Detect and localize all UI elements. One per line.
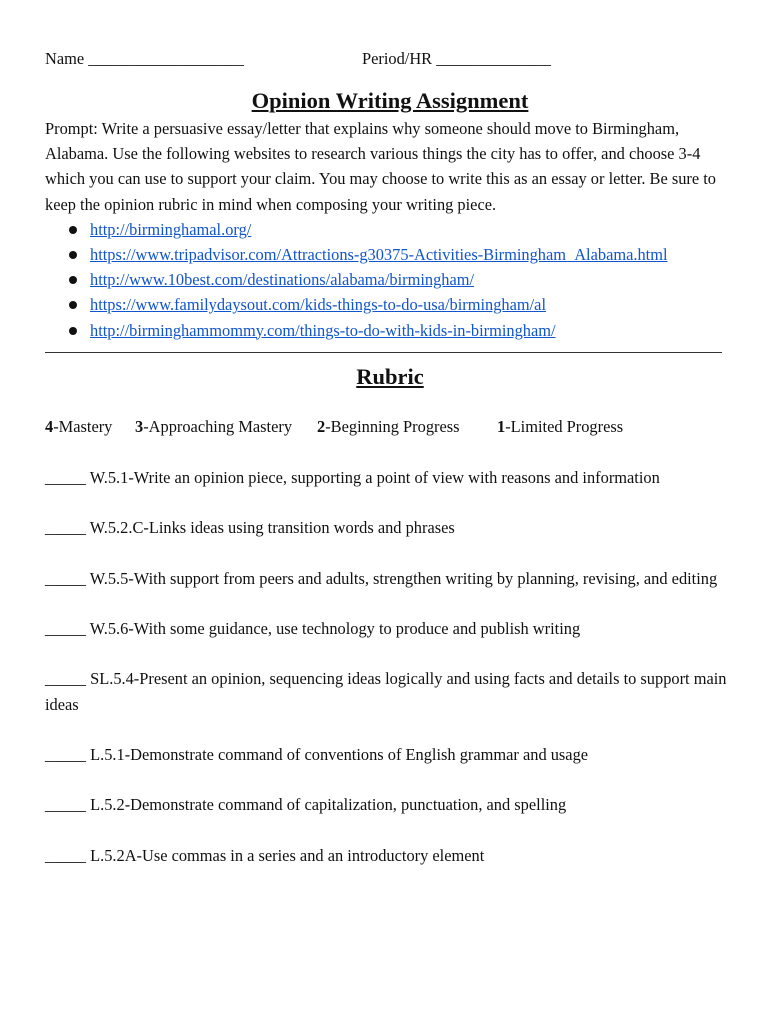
criterion-text: W.5.1-Write an opinion piece, supporting a point of view with reasons and information — [89, 467, 660, 487]
period-field: Period/HR ______________ — [362, 49, 551, 68]
criterion-text: W.5.5-With support from peers and adults, strengthen writing by planning, revising, and editing — [89, 568, 718, 588]
bullet-icon — [69, 251, 77, 259]
score-blank: _____ — [45, 619, 86, 638]
criterion-text: L.5.1-Demonstrate command of conventions of English grammar and usage — [90, 744, 589, 764]
rubric-criterion — [45, 465, 735, 490]
criterion-text: W.5.2.C-Links ideas using transition words and phrases — [89, 518, 455, 538]
level-approaching-mastery: 3-Approaching Mastery — [135, 416, 293, 436]
website-link[interactable]: http://www.10best.com/destinations/alabama/birmingham/ — [90, 270, 475, 290]
bullet-icon — [69, 327, 77, 335]
bullet-icon — [69, 301, 77, 309]
document-page — [45, 44, 735, 893]
rubric-title: Rubric — [356, 363, 424, 389]
criterion-text: L.5.2-Demonstrate command of capitalization, punctuation, and spelling — [90, 795, 567, 815]
level-mastery: 4-Mastery — [45, 416, 113, 436]
rubric-criterion — [45, 515, 735, 540]
level-limited-progress: 1-Limited Progress — [497, 416, 624, 436]
website-link[interactable]: https://www.tripadvisor.com/Attractions-g30375-Activities-Birmingham_Alabama.html — [90, 245, 668, 265]
list-item — [69, 292, 735, 317]
prompt-paragraph: Prompt: Write a persuasive essay/letter that explains why someone should move to Birmingham, Alabama. Use the following websites to research various things the city has to offer, and choose 3-4 which you can use to support your claim. You may choose to write this as an essay or letter. Be sure to keep the opinion rubric in mind when composing your writing piece. — [45, 119, 716, 214]
rubric-criterion — [45, 792, 735, 817]
level-beginning-progress: 2-Beginning Progress — [317, 416, 460, 436]
rubric-criterion — [45, 843, 735, 868]
bullet-icon — [69, 226, 77, 234]
website-link[interactable]: https://www.familydaysout.com/kids-things-to-do-usa/birmingham/al — [90, 295, 546, 315]
assignment-title: Opinion Writing Assignment — [251, 88, 529, 113]
rubric-criteria — [45, 465, 735, 868]
score-blank: _____ — [45, 845, 86, 865]
criterion-text: W.5.6-With some guidance, use technology to produce and publish writing — [89, 619, 581, 638]
name-field: Name ___________________ — [45, 49, 244, 68]
score-blank: _____ — [45, 518, 86, 538]
score-blank: _____ — [45, 669, 86, 689]
section-divider — [45, 352, 722, 353]
rubric-levels — [45, 414, 735, 439]
list-item — [69, 267, 735, 292]
score-blank: _____ — [45, 568, 86, 588]
list-item — [69, 242, 735, 267]
rubric-criterion — [45, 742, 735, 767]
score-blank: _____ — [45, 467, 86, 487]
website-list — [45, 217, 735, 343]
header-row — [45, 44, 735, 74]
rubric-criterion — [45, 616, 735, 641]
rubric-criterion — [45, 666, 735, 716]
list-item — [69, 217, 735, 242]
list-item — [69, 318, 735, 343]
website-link[interactable]: http://birminghammommy.com/things-to-do-with-kids-in-birmingham/ — [90, 320, 556, 340]
bullet-icon — [69, 276, 77, 284]
score-blank: _____ — [45, 795, 86, 815]
criterion-text: SL.5.4-Present an opinion, sequencing ideas logically and using facts and details to support main ideas — [45, 669, 727, 714]
website-link[interactable]: http://birminghamal.org/ — [90, 219, 252, 239]
rubric-criterion — [45, 566, 735, 591]
criterion-text: L.5.2A-Use commas in a series and an introductory element — [90, 845, 485, 865]
score-blank: _____ — [45, 744, 86, 764]
